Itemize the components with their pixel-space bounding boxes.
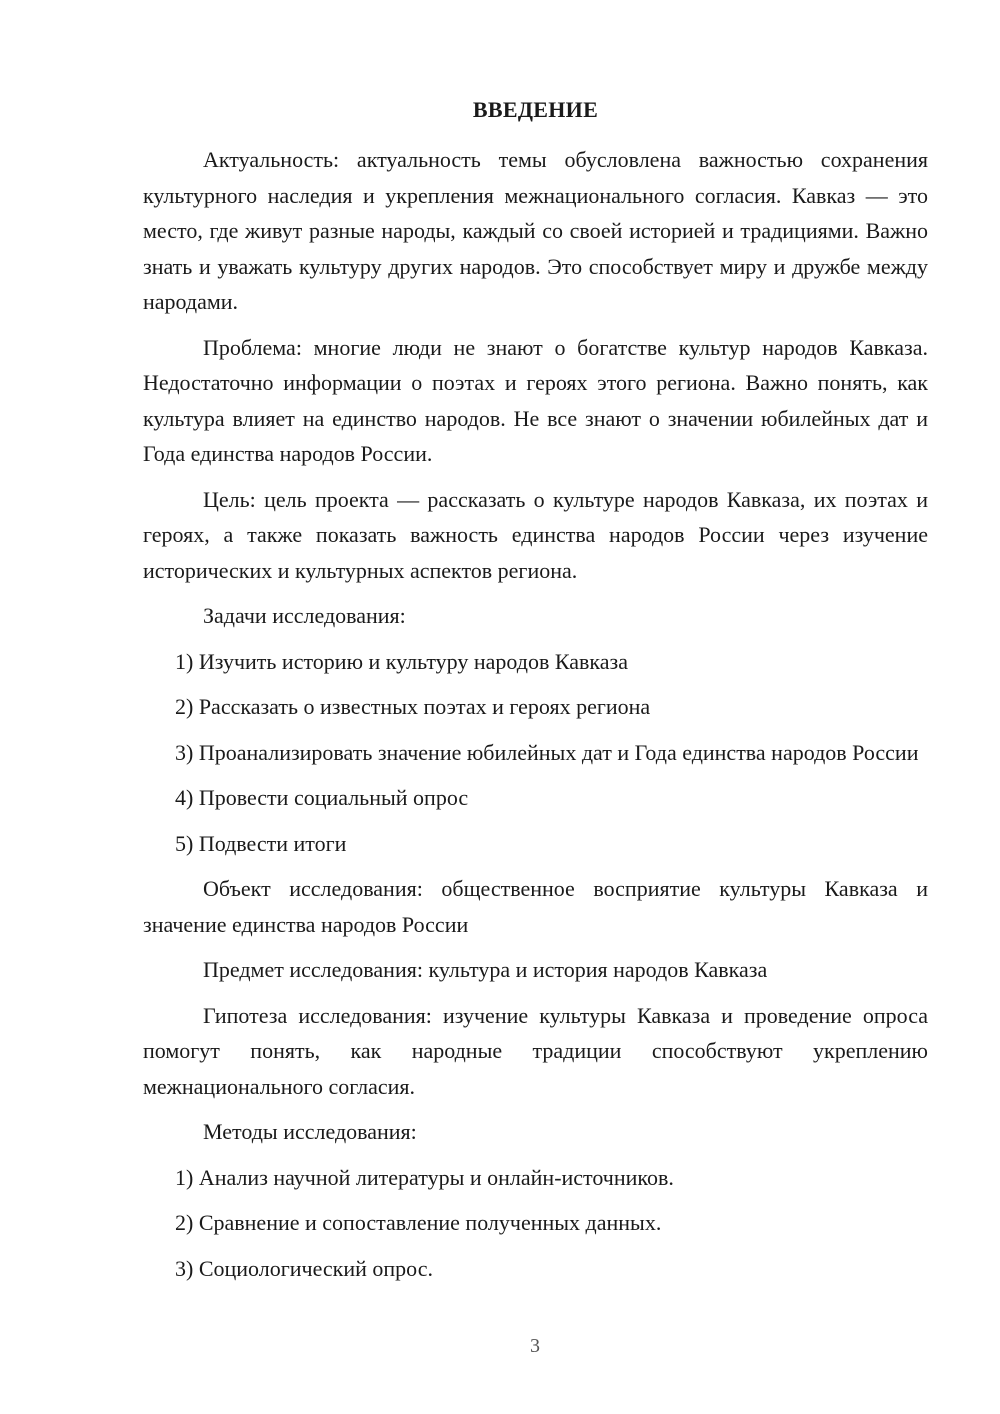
goal-paragraph: Цель: цель проекта — рассказать о культуре народов Кавказа, их поэтах и героях, а также показать важность единства народов России через изучение исторических и культурных аспектов региона. bbox=[143, 486, 928, 583]
page-heading: ВВЕДЕНИЕ bbox=[472, 97, 599, 122]
problem-paragraph: Проблема: многие люди не знают о богатстве культур народов Кавказа. Недостаточно информации о поэтах и героях этого региона. Важно понять, как культура влияет на единство народов. Не все знают о значении юбилейных дат и Года единства народов России. bbox=[143, 334, 928, 466]
method-item-1: 1) Анализ научной литературы и онлайн-источников. bbox=[175, 1164, 674, 1190]
task-item-3: 3) Проанализировать значение юбилейных дат и Года единства народов России bbox=[175, 739, 919, 765]
method-item-3: 3) Социологический опрос. bbox=[175, 1255, 433, 1281]
task-item-4: 4) Провести социальный опрос bbox=[175, 785, 469, 810]
page-number: 3 bbox=[530, 1335, 540, 1357]
task-item-1: 1) Изучить историю и культуру народов Кавказа bbox=[175, 648, 628, 674]
method-item-2: 2) Сравнение и сопоставление полученных данных. bbox=[175, 1210, 662, 1235]
subject-paragraph: Предмет исследования: культура и история народов Кавказа bbox=[203, 957, 768, 982]
task-item-5: 5) Подвести итоги bbox=[175, 830, 347, 856]
object-paragraph: Объект исследования: общественное восприятие культуры Кавказа и значение единства народов России bbox=[143, 876, 928, 937]
methods-title: Методы исследования: bbox=[203, 1119, 417, 1144]
task-item-2: 2) Рассказать о известных поэтах и героях региона bbox=[175, 694, 651, 719]
tasks-title: Задачи исследования: bbox=[203, 603, 406, 628]
hypothesis-paragraph: Гипотеза исследования: изучение культуры Кавказа и проведение опроса помогут понять, как народные традиции способствуют укреплению межнационального согласия. bbox=[143, 1002, 928, 1099]
relevance-paragraph: Актуальность: актуальность темы обусловлена важностью сохранения культурного наследия и укрепления межнационального согласия. Кавказ — это место, где живут разные народы, каждый со своей историей и традициями. Важно знать и уважать культуру других народов. Это способствует миру и дружбе между народами. bbox=[143, 147, 928, 314]
page-content bbox=[143, 142, 928, 1296]
